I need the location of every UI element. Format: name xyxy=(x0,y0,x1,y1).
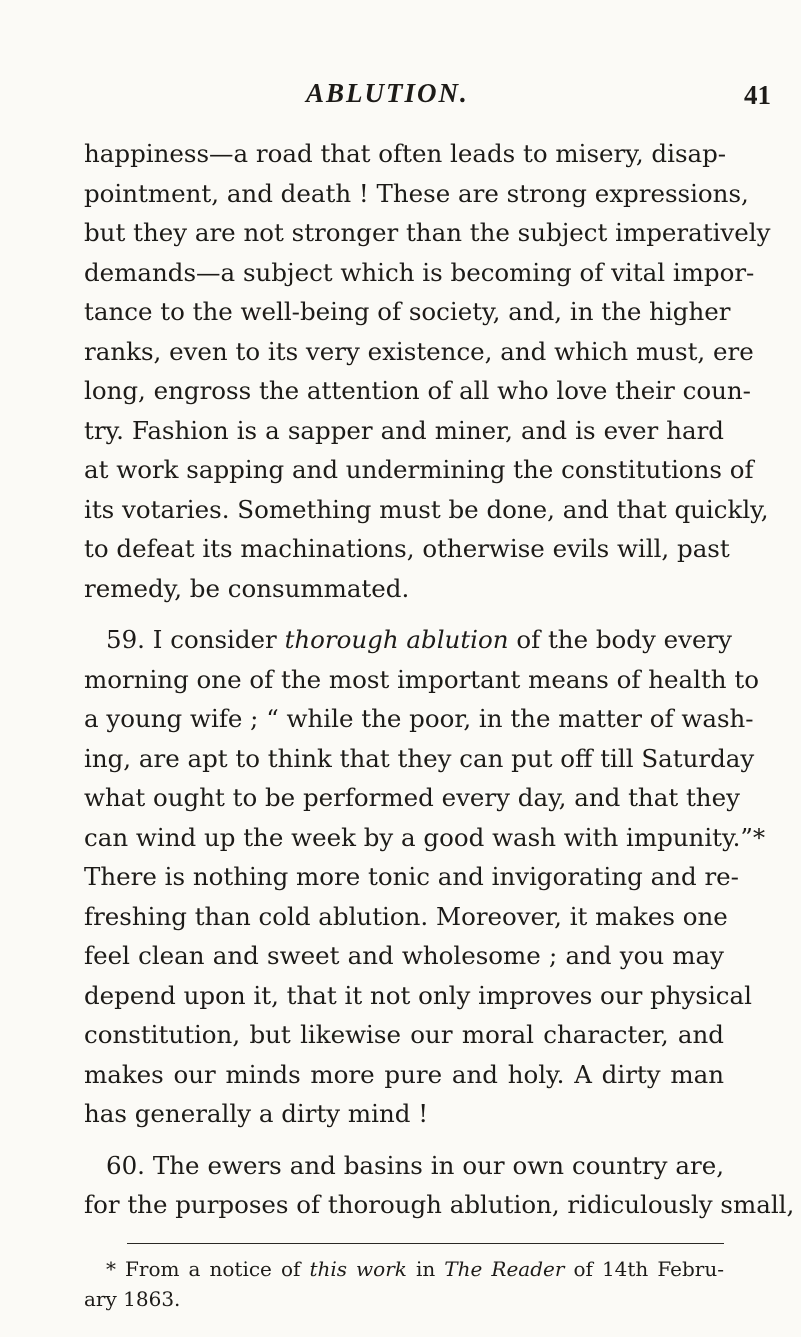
paragraph-continuation xyxy=(84,134,771,608)
p59-text-after: of the body every xyxy=(508,625,732,654)
footnote-rule xyxy=(127,1243,724,1244)
footnote-text-before: * From a notice of xyxy=(106,1257,310,1281)
text-line: ranks, even to its very existence, and which must, ere xyxy=(84,336,754,366)
text-line: but they are not stronger than the subject imperatively xyxy=(84,218,771,247)
text-line: 60. The ewers and basins in our own country are, xyxy=(106,1150,724,1180)
text-line: There is nothing more tonic and invigorating and re- xyxy=(84,862,739,891)
footnote-italic-title: The Reader xyxy=(444,1257,565,1281)
text-line: feel clean and sweet and wholesome ; and you may xyxy=(84,941,724,970)
running-title: ABLUTION. xyxy=(306,78,469,108)
text-line: for the purposes of thorough ablution, ridiculously small, xyxy=(84,1190,795,1219)
text-line: makes our minds more pure and holy. A dirty man xyxy=(84,1059,724,1089)
footnote-italic-work: this work xyxy=(309,1257,407,1281)
text-line: try. Fashion is a sapper and miner, and is ever hard xyxy=(84,415,724,445)
text-line: ing, are apt to think that they can put off till Saturday xyxy=(84,743,755,773)
text-line: a young wife ; “ while the poor, in the matter of wash- xyxy=(84,704,754,733)
paragraph-60 xyxy=(84,1146,795,1225)
paragraph-gap xyxy=(84,1134,724,1146)
footnote-text-mid: in xyxy=(406,1257,445,1281)
body-text xyxy=(84,134,795,1225)
text-line: at work sapping and undermining the constitutions of xyxy=(84,455,754,484)
text-line: remedy, be consummated. xyxy=(84,573,410,603)
p59-text-before: 59. I consider xyxy=(106,625,285,654)
text-line: demands—a subject which is becoming of vital impor- xyxy=(84,257,755,287)
text-line: freshing than cold ablution. Moreover, it makes one xyxy=(84,901,728,931)
footnote xyxy=(84,1254,724,1314)
p59-italic-phrase: thorough ablution xyxy=(284,625,509,654)
text-line-with-italic xyxy=(84,620,732,660)
paragraph-gap xyxy=(84,608,724,620)
running-head xyxy=(0,78,801,118)
footnote-text-after: of 14th Febru- xyxy=(564,1257,724,1281)
text-line: morning one of the most important means of health to xyxy=(84,664,759,694)
text-line: tance to the well-being of society, and, in the higher xyxy=(84,297,731,326)
text-line: happiness—a road that often leads to misery, disap- xyxy=(84,139,727,168)
footnote-line: ary 1863. xyxy=(84,1287,181,1311)
text-line: pointment, and death ! These are strong expressions, xyxy=(84,178,749,208)
text-line: has generally a dirty mind ! xyxy=(84,1099,429,1128)
text-line: its votaries. Something must be done, and that quickly, xyxy=(84,494,769,524)
text-line: long, engross the attention of all who love their coun- xyxy=(84,376,751,405)
text-line: what ought to be performed every day, and that they xyxy=(84,783,740,812)
paragraph-59 xyxy=(84,620,766,1134)
text-line: constitution, but likewise our moral character, and xyxy=(84,1020,724,1049)
text-line: depend upon it, that it not only improves our physical xyxy=(84,980,752,1010)
page-number: 41 xyxy=(744,80,771,110)
text-line: can wind up the week by a good wash with impunity.”* xyxy=(84,822,766,852)
footnote-line xyxy=(84,1254,724,1284)
text-line: to defeat its machinations, otherwise evils will, past xyxy=(84,534,730,563)
